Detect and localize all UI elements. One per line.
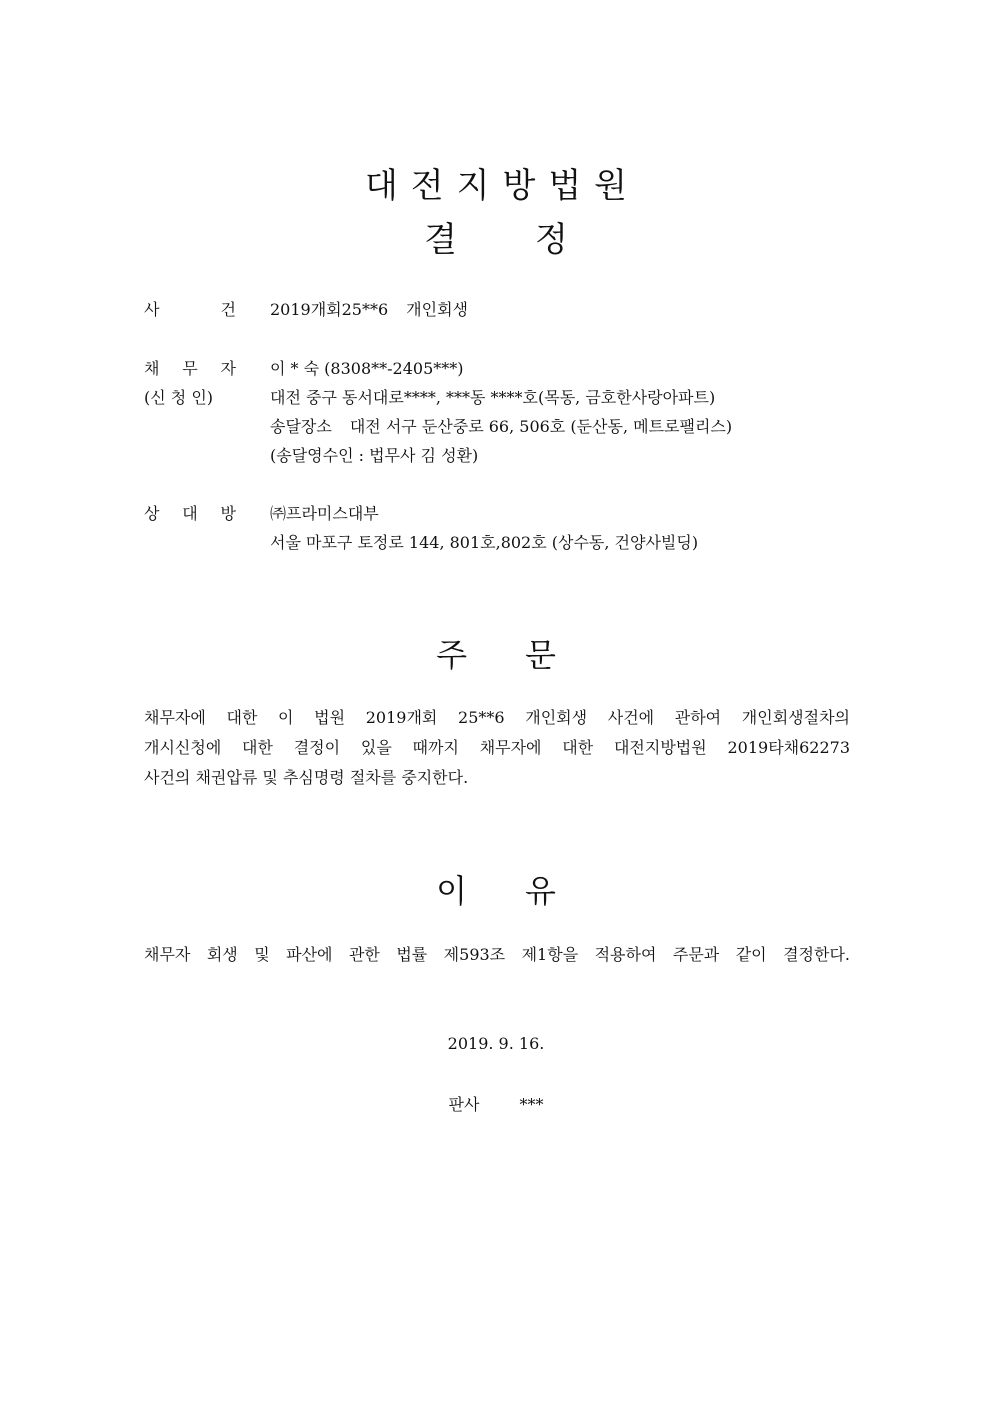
court-name: 대전지방법원 <box>364 166 641 206</box>
case-label <box>144 297 236 320</box>
case-type: 개인회생 <box>406 300 468 319</box>
debtor-label-char: 채 <box>144 359 160 378</box>
judge-signature <box>0 1092 992 1115</box>
document-title <box>0 212 992 261</box>
judge-label: 판사 <box>448 1095 480 1114</box>
reason-text <box>144 940 850 970</box>
delivery-address: 대전 서구 둔산중로 66, 506호 (둔산동, 메트로팰리스) <box>349 417 733 436</box>
decision-date: 2019. 9. 16. <box>447 1034 545 1053</box>
delivery-agent: (송달영수인 : 법무사 김 성환) <box>270 446 479 465</box>
debtor-label <box>144 356 236 379</box>
order-line: 채무자에 대한 이 법원 2019개회 25**6 개인회생 사건에 관하여 개인회생절차의 <box>144 708 850 727</box>
reason-title-char: 유 <box>525 872 556 910</box>
delivery-label: 송달장소 <box>270 417 332 436</box>
counterparty-address: 서울 마포구 토정로 144, 801호,802호 (상수동, 건양사빌딩) <box>270 533 699 552</box>
debtor-name: 이 * 숙 (8308**-2405***) <box>270 359 464 378</box>
order-line: 사건의 채권압류 및 추심명령 절차를 중지한다. <box>144 768 469 787</box>
reason-title <box>0 866 992 912</box>
order-title <box>0 630 992 676</box>
debtor-address: 대전 중구 동서대로****, ***동 ****호(목동, 금호한사랑아파트) <box>270 388 716 407</box>
counterparty-label-char: 대 <box>182 504 198 523</box>
applicant-sublabel: (신 청 인) <box>144 388 214 407</box>
reason-title-char: 이 <box>436 872 467 910</box>
debtor-label-char: 자 <box>220 359 236 378</box>
counterparty-label-char: 방 <box>220 504 236 523</box>
case-number: 2019개회25**6 <box>270 300 389 319</box>
order-line: 개시신청에 대한 결정이 있을 때까지 채무자에 대한 대전지방법원 2019타채62273 <box>144 738 850 757</box>
document-title-char: 정 <box>535 220 568 260</box>
order-title-char: 문 <box>525 636 556 674</box>
case-label-char: 사 <box>144 300 160 319</box>
case-value <box>270 297 468 320</box>
case-label-char: 건 <box>220 300 236 319</box>
counterparty-label-char: 상 <box>144 504 160 523</box>
debtor-label-char: 무 <box>182 359 198 378</box>
counterparty-name: ㈜프라미스대부 <box>270 504 379 523</box>
order-title-char: 주 <box>436 636 467 674</box>
document-title-char: 결 <box>424 220 457 260</box>
delivery-place <box>270 414 732 437</box>
counterparty-label <box>144 501 236 524</box>
judge-name: *** <box>519 1095 544 1114</box>
reason-line: 채무자 회생 및 파산에 관한 법률 제593조 제1항을 적용하여 주문과 같이 결정한다. <box>144 945 850 964</box>
order-text <box>144 703 850 793</box>
